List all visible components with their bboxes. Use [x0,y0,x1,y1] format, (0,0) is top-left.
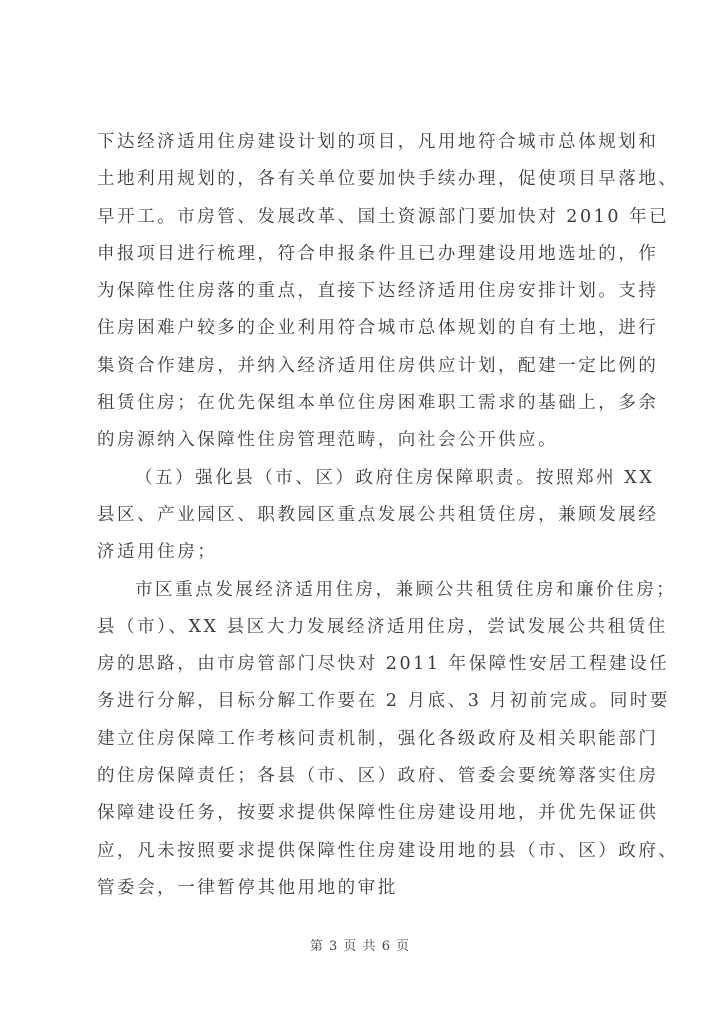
text-line: 保障建设任务，按要求提供保障性住房建设用地，并优先保证供 [97,803,659,824]
text-line: 的房源纳入保障性住房管理范畴，向社会公开供应。 [97,430,559,451]
text-line: 务进行分解，目标分解工作要在 2 月底、3 月初前完成。同时要 [97,691,671,712]
text-line: 县区、产业园区、职教园区重点发展公共租赁住房，兼顾发展经 [97,504,659,525]
text-line: 县（市）、XX 县区大力发展经济适用住房，尝试发展公共租赁住 [97,616,668,637]
text-line: 济适用住房； [97,542,218,563]
text-line: 申报项目进行梳理，符合申报条件且已办理建设用地选址的，作 [97,243,659,264]
text-line: 市区重点发展经济适用住房，兼顾公共租赁住房和廉价住房； [135,579,677,600]
text-line: 下达经济适用住房建设计划的项目，凡用地符合城市总体规划和 [97,132,659,152]
text-line: 房的思路，由市房管部门尽快对 2011 年保障性安居工程建设任 [97,654,670,675]
text-line: 集资合作建房，并纳入经济适用住房供应计划，配建一定比例的 [97,355,659,376]
text-line: 住房困难户较多的企业利用符合城市总体规划的自有土地，进行 [97,318,659,339]
text-line: 早开工。市房管、发展改革、国土资源部门要加快对 2010 年已 [97,206,670,227]
text-line: 为保障性住房落的重点，直接下达经济适用住房安排计划。支持 [97,281,659,302]
section-heading-line: （五）强化县（市、区）政府住房保障职责。按照郑州 XX [135,467,655,488]
text-line: 租赁住房；在优先保组本单位住房困难职工需求的基础上，多余 [97,393,659,414]
text-line: 土地利用规划的，各有关单位要加快手续办理，促使项目早落地、 [97,169,679,190]
page-number-footer: 第 3 页 共 6 页 [309,939,411,954]
text-line: 的住房保障责任；各县（市、区）政府、管委会要统筹落实住房 [97,766,659,787]
text-line: 管委会，一律暂停其他用地的审批 [97,877,398,898]
text-line: 建立住房保障工作考核问责机制，强化各级政府及相关职能部门 [97,728,659,749]
document-body [97,124,679,907]
text-line: 应，凡未按照要求提供保障性住房建设用地的县（市、区）政府、 [97,840,679,861]
